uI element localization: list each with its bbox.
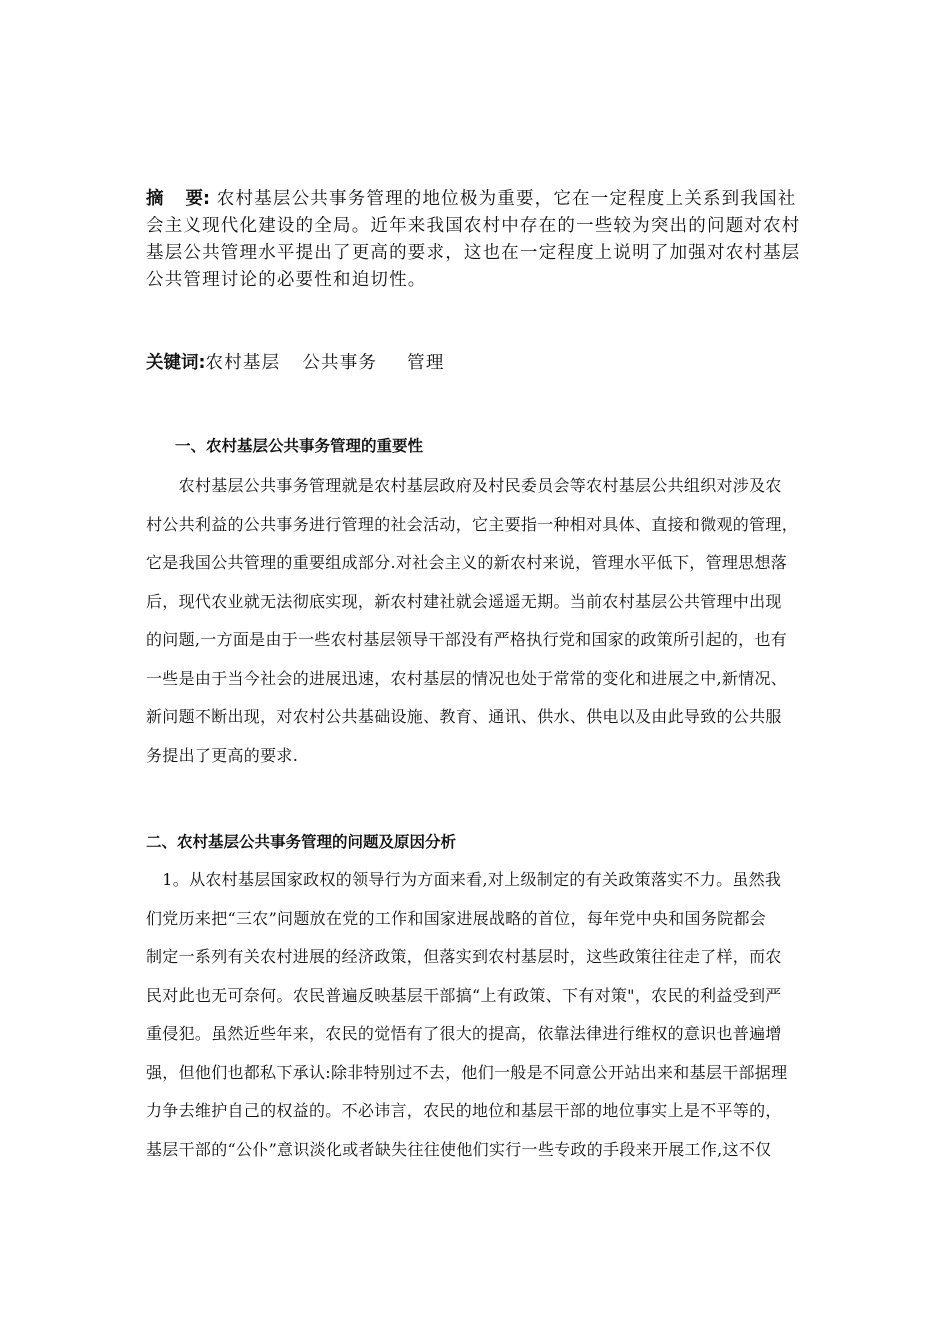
paragraph-line: 民对此也无可奈何。农民普遍反映基层干部搞“上有政策、下有对策"，农民的利益受到严 (146, 985, 782, 1005)
keywords-block (146, 350, 445, 376)
paragraph-line: 重侵犯。虽然近些年来，农民的觉悟有了很大的提高，依靠法律进行维权的意识也普遍增 (146, 1024, 782, 1043)
section-heading: 二、农村基层公共事务管理的问题及原因分析 (146, 833, 457, 851)
keyword-item: 管理 (407, 353, 445, 373)
keyword-item: 农村基层 (205, 353, 281, 373)
paragraph-line: 它是我国公共管理的重要组成部分.对社会主义的新农村来说，管理水平低下，管理思想落 (146, 553, 788, 572)
abstract-label-left: 摘 (146, 189, 164, 209)
paragraph-line: 们党历来把“三农”问题放在党的工作和国家进展战略的首位，每年党中央和国务院都会 (146, 908, 767, 928)
abstract-block (146, 186, 810, 294)
paragraph-line: 村公共利益的公共事务进行管理的社会活动，它主要指一种相对具体、直接和微观的管理， (146, 514, 799, 534)
section2-paragraph (146, 869, 806, 1177)
abstract-label-right: 要: (185, 189, 210, 209)
section1-paragraph (146, 475, 806, 783)
paragraph-line: 基层干部的“公仆”意识淡化或者缺失往往使他们实行一些专政的手段来开展工作,这不仅 (146, 1139, 772, 1159)
section-heading: 一、农村基层公共事务管理的重要性 (175, 437, 424, 455)
paragraph-line: 力争去维护自己的权益的。不必讳言，农民的地位和基层干部的地位事实上是不平等的， (146, 1101, 782, 1120)
paragraph-line: 农村基层公共事务管理就是农村基层政府及村民委员会等农村基层公共组织对涉及农 (146, 476, 782, 495)
paragraph-line: 的问题,一方面是由于一些农村基层领导干部没有严格执行党和国家的政策所引起的，也有 (146, 630, 788, 649)
paragraph-line: 一些是由于当今社会的进展迅速，农村基层的情况也处于常常的变化和进展之中,新情况、 (146, 668, 788, 688)
paragraph-line: 强，但他们也都私下承认:除非特别过不去，他们一般是不同意公开站出来和基层干部据理 (146, 1062, 788, 1082)
paragraph-line: 务提出了更高的要求. (146, 745, 299, 765)
keywords-label: 关键词: (146, 353, 206, 373)
paragraph-line: 制定一系列有关农村进展的经济政策，但落实到农村基层时，这些政策往往走了样，而农 (146, 947, 782, 966)
keyword-item: 公共事务 (302, 353, 378, 373)
paragraph-line: 后，现代农业就无法彻底实现，新农村建社就会遥遥无期。当前农村基层公共管理中出现 (146, 591, 782, 611)
paragraph-line: 1。从农村基层国家政权的领导行为方面来看,对上级制定的有关政策落实不力。虽然我 (146, 870, 782, 889)
paragraph-line: 新问题不断出现，对农村公共基础设施、教育、通讯、供水、供电以及由此导致的公共服 (146, 707, 782, 726)
abstract-text: 农村基层公共事务管理的地位极为重要，它在一定程度上关系到我国社会主义现代化建设的全局。近年来我国农村中存在的一些较为突出的问题对农村基层公共管理水平提出了更高的要求，这也在一定程度上说明了加强对农村基层公共管理讨论的必要性和迫切性。 (146, 189, 801, 290)
